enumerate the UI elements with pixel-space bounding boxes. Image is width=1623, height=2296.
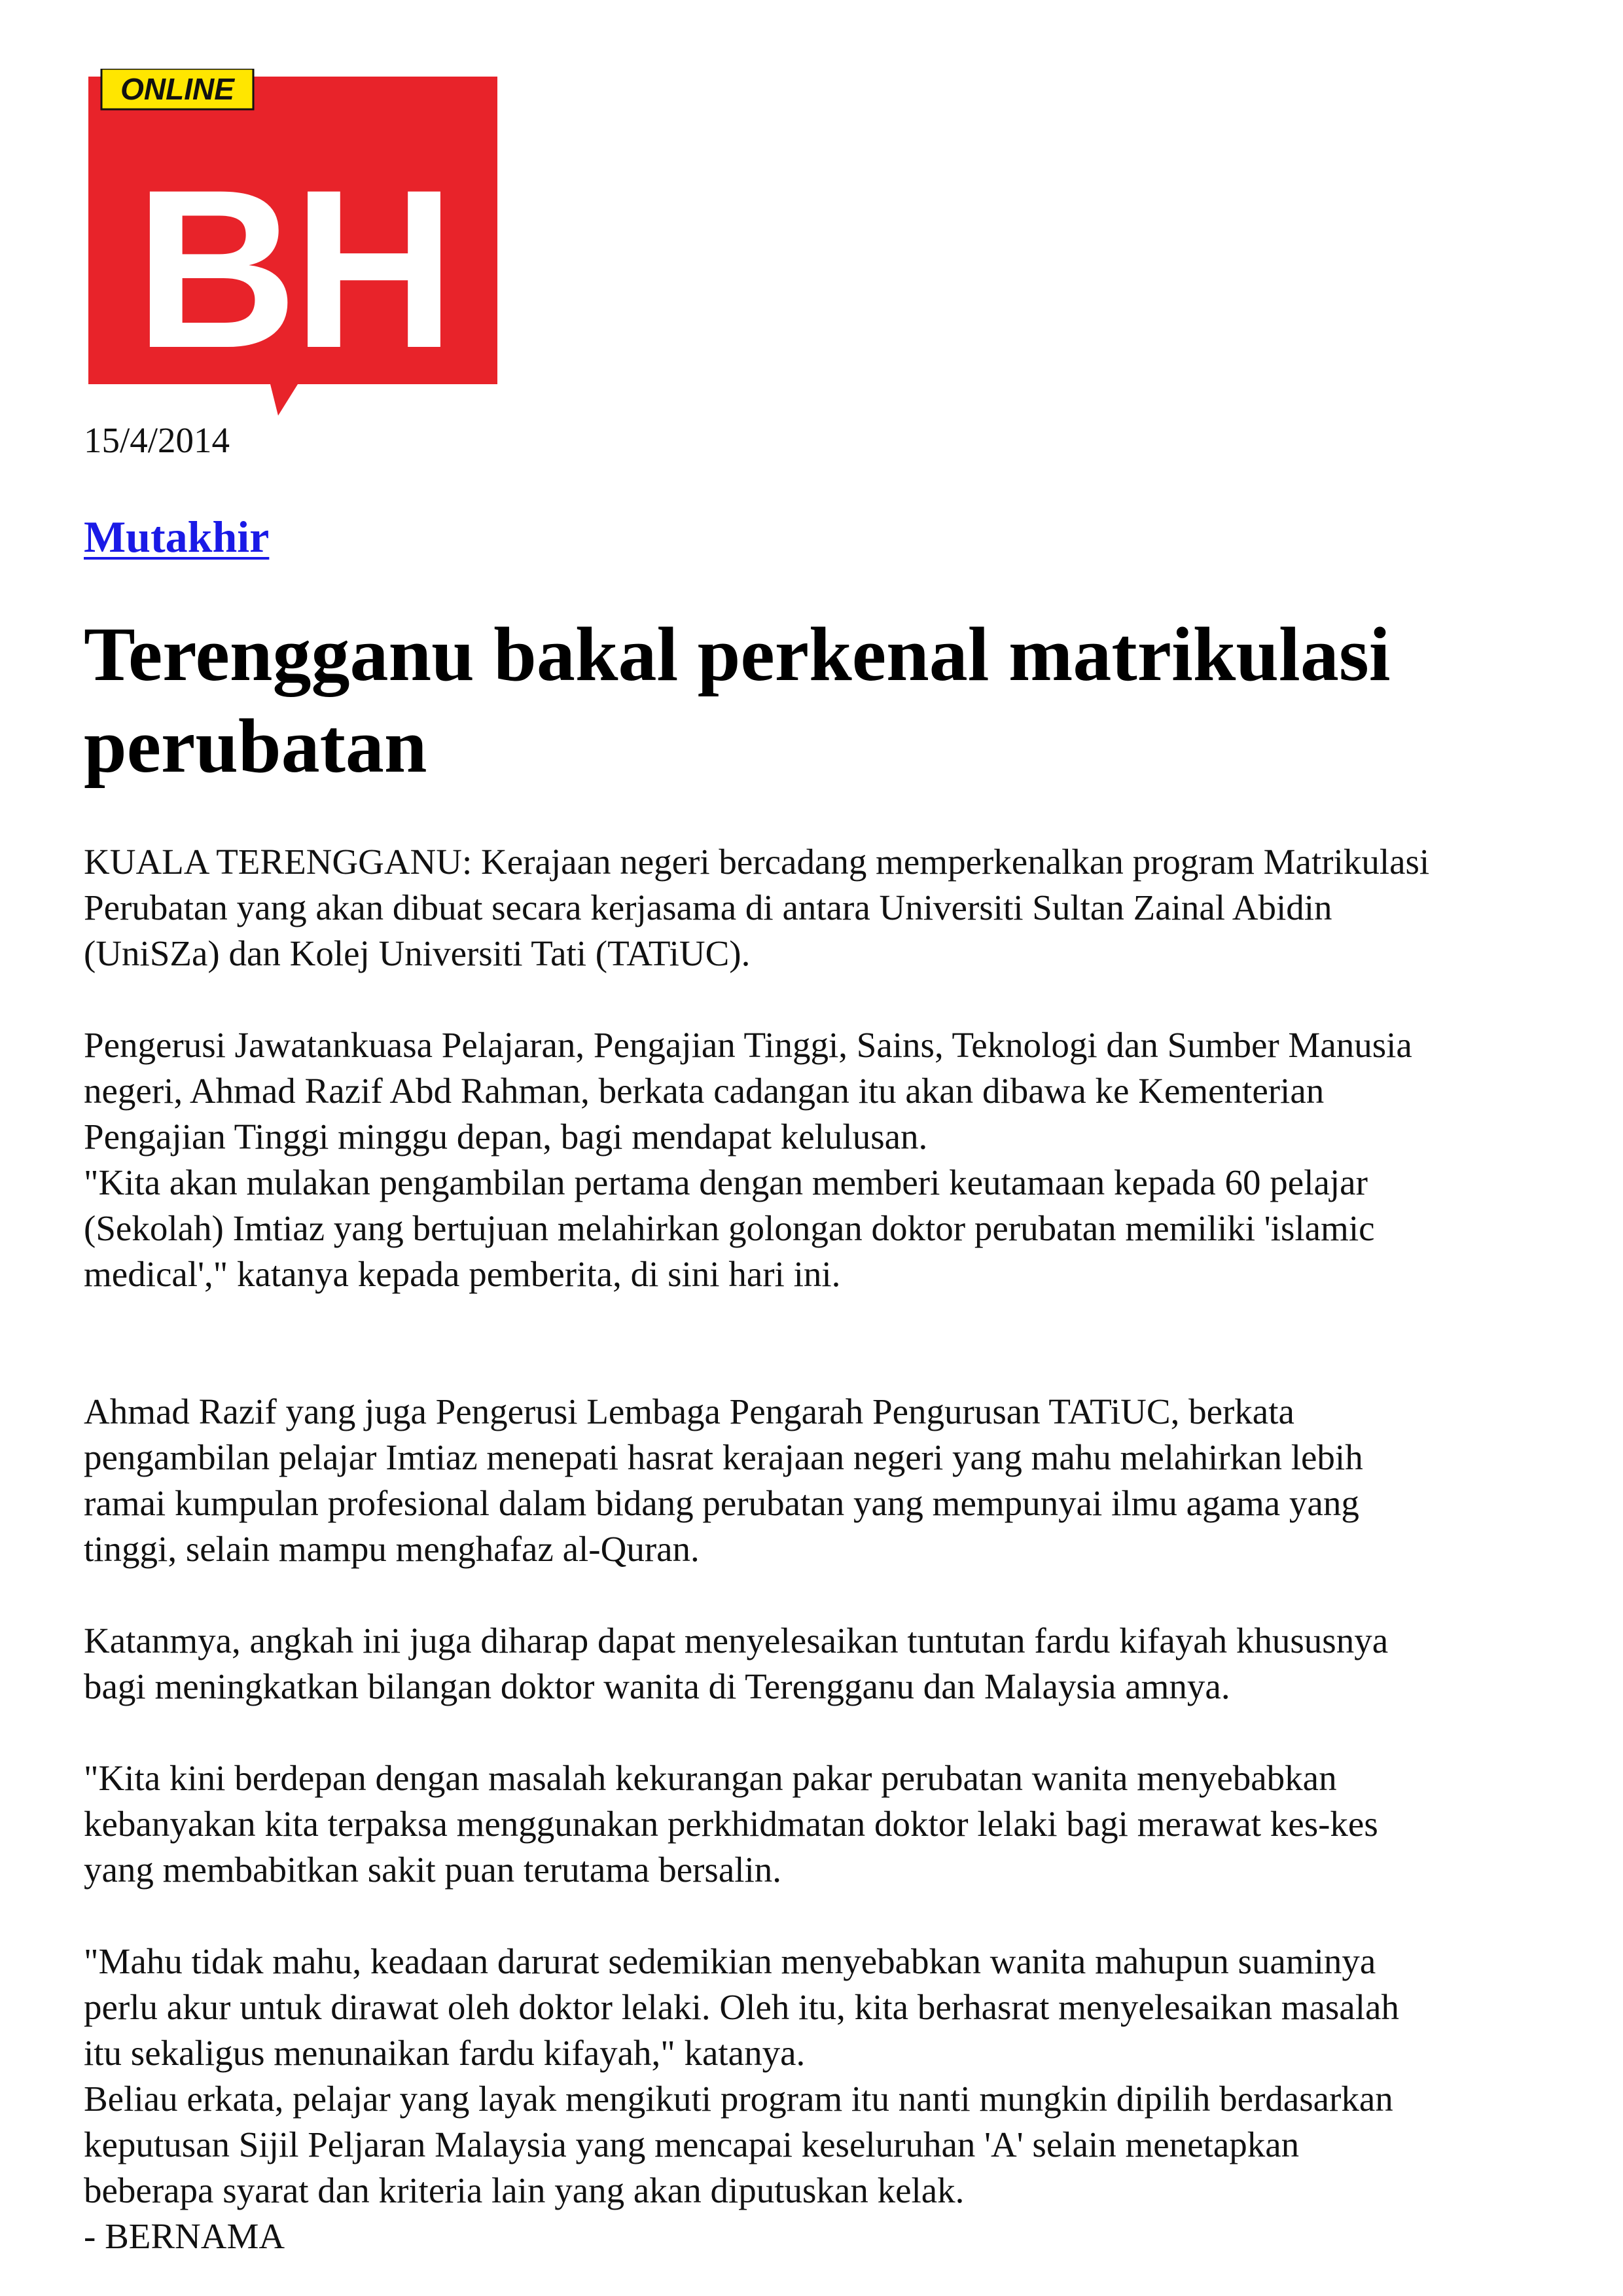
paragraph-5 — [84, 1618, 1589, 1710]
text-line: "Kita akan mulakan pengambilan pertama dengan memberi keutamaan kepada 60 pelajar — [84, 1162, 1368, 1202]
text-line: negeri, Ahmad Razif Abd Rahman, berkata cadangan itu akan dibawa ke Kementerian — [84, 1071, 1325, 1111]
text-line: tinggi, selain mampu menghafaz al-Quran. — [84, 1529, 700, 1569]
section-link-mutakhir[interactable]: Mutakhir — [84, 512, 270, 562]
article-date: 15/4/2014 — [84, 420, 230, 460]
text-line: KUALA TERENGGANU: Kerajaan negeri bercadang memperkenalkan program Matrikulasi — [84, 842, 1430, 882]
article-headline — [84, 609, 1556, 792]
text-line: (UniSZa) dan Kolej Universiti Tati (TATiUC). — [84, 933, 751, 973]
paragraph-3 — [84, 1160, 1589, 1297]
text-line: perlu akur untuk dirawat oleh doktor lelaki. Oleh itu, kita berhasrat menyelesaikan masalah — [84, 1987, 1399, 2027]
headline-line: Terengganu bakal perkenal matrikulasi — [84, 611, 1391, 697]
paragraph-9 — [84, 2214, 1589, 2259]
text-line: itu sekaligus menunaikan fardu kifayah," katanya. — [84, 2033, 806, 2073]
article-body — [84, 839, 1589, 2259]
text-line: Katanmya, angkah ini juga diharap dapat menyelesaikan tuntutan fardu kifayah khususnya — [84, 1621, 1389, 1660]
text-line: pengambilan pelajar Imtiaz menepati hasrat kerajaan negeri yang mahu melahirkan lebih — [84, 1437, 1363, 1477]
bh-logo-graphic — [82, 69, 501, 422]
text-line: Pengajian Tinggi minggu depan, bagi mendapat kelulusan. — [84, 1117, 928, 1157]
logo-online-text: ONLINE — [120, 72, 234, 106]
text-line: Perubatan yang akan dibuat secara kerjasama di antara Universiti Sultan Zainal Abidin — [84, 888, 1332, 927]
text-line: bagi meningkatkan bilangan doktor wanita di Terengganu dan Malaysia amnya. — [84, 1666, 1230, 1706]
text-line: ramai kumpulan profesional dalam bidang perubatan yang mempunyai ilmu agama yang — [84, 1483, 1359, 1523]
bh-online-logo — [82, 69, 501, 422]
text-line: "Kita kini berdepan dengan masalah kekurangan pakar perubatan wanita menyebabkan — [84, 1758, 1337, 1798]
text-line: yang membabitkan sakit puan terutama bersalin. — [84, 1850, 782, 1890]
headline-line: perubatan — [84, 703, 427, 789]
paragraph-7 — [84, 1939, 1589, 2076]
text-line: Ahmad Razif yang juga Pengerusi Lembaga Pengarah Pengurusan TATiUC, berkata — [84, 1391, 1294, 1431]
text-line: "Mahu tidak mahu, keadaan darurat sedemikian menyebabkan wanita mahupun suaminya — [84, 1941, 1376, 1981]
paragraph-6 — [84, 1755, 1589, 1893]
text-line: medical'," katanya kepada pemberita, di sini hari ini. — [84, 1254, 841, 1294]
paragraph-4 — [84, 1389, 1589, 1572]
text-line: beberapa syarat dan kriteria lain yang akan diputuskan kelak. — [84, 2170, 965, 2210]
text-line: Beliau erkata, pelajar yang layak mengikuti program itu nanti mungkin dipilih berdasarkan — [84, 2079, 1393, 2119]
text-line: keputusan Sijil Peljaran Malaysia yang mencapai keseluruhan 'A' selain menetapkan — [84, 2125, 1300, 2164]
paragraph-1 — [84, 839, 1589, 977]
paragraph-2 — [84, 1022, 1589, 1160]
text-line: (Sekolah) Imtiaz yang bertujuan melahirkan golongan doktor perubatan memiliki 'islamic — [84, 1208, 1375, 1248]
source-credit: - BERNAMA — [84, 2216, 285, 2256]
text-line: kebanyakan kita terpaksa menggunakan perkhidmatan doktor lelaki bagi merawat kes-kes — [84, 1804, 1378, 1844]
logo-bh-letters: BH — [134, 143, 451, 395]
paragraph-8 — [84, 2076, 1589, 2214]
text-line: Pengerusi Jawatankuasa Pelajaran, Pengajian Tinggi, Sains, Teknologi dan Sumber Manusia — [84, 1025, 1412, 1065]
